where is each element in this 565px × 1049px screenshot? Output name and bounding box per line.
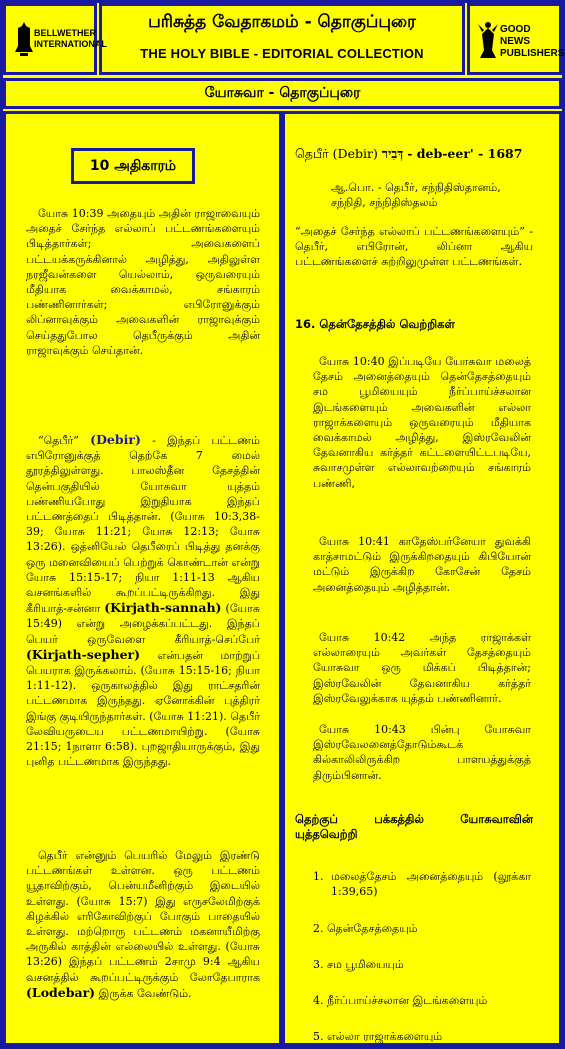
list-number: 1. [313, 870, 324, 883]
title-box [99, 3, 465, 75]
verse-10-42: யோசு 10:42 அந்த ராஜாக்கள் எல்லாரையும் அவர்கள் தேசத்தையும் யோசுவா ஒரு மிக்கப் பிடித்தான்; இஸ்ரவேலின் தேவனாகிய கர்த்தர் இஸ்ரவேலுக்காக யுத்தம் பண்ணினார். [313, 631, 531, 705]
chapter-heading: 10 அதிகாரம் [71, 148, 195, 184]
list-number: 5. [313, 1030, 324, 1043]
header [0, 0, 565, 78]
verse-10-41: யோசு 10:41 காதேஸ்பர்னேயா துவக்கி காத்சாமட்டும் இருக்கிறதையும் கிபியோன் மட்டும் இருக்கிற கோசேன் தேசம் அனைத்தையும் அழித்தான். [313, 535, 531, 594]
debir-text-2: (யோசு 15:49) என்று அழைக்கப்பட்டது. இந்தப் பெயர் ஒருவேளை கீரியாத்-செப்பேர் [26, 602, 261, 646]
lodebar: (Lodebar) [26, 984, 96, 1000]
list-item [313, 921, 417, 936]
page-subtitle: யோசுவா - தொகுப்புரை [3, 78, 562, 109]
debir-note [26, 432, 260, 769]
cities-note: “அதைச் சேர்ந்த எல்லாப் பட்டணங்களையும்” - தெபீர், எபிரோன், லிப்னா ஆகிய பட்டணங்களைச் சுற்றிலுமுள்ள பட்டணங்கள். [295, 225, 533, 269]
list-item [313, 993, 487, 1008]
list-text: சம பூமியையும் [327, 958, 404, 971]
debir-word-entry [295, 146, 527, 161]
debir-pronunciation: - deb-eer' - 1687 [407, 146, 523, 161]
verse-10-39: யோசு 10:39 அதையும் அதின் ராஜாவையும் அதைச் சேர்ந்த எல்லாப் பட்டணங்களையும் பிடித்தார்கள்; அவைகளைப் பட்டயக்கருக்கினால் அழித்து, அதிலுள்ள நரஜீவன்களை யெல்லாம், ஒருவரையும் மீதியாக வைக்காமல், சங்காரம் பண்ணினார்கள்; எபிரோனுக்கும் லிப்னாவுக்கும் அவைகளின் ராஜாவுக்கும் செய்ததுபோல தெபீருக்கும் அதின் ராஜாவுக்கும் செய்தான். [26, 207, 260, 357]
title-english: THE HOLY BIBLE - EDITORIAL COLLECTION [140, 46, 424, 61]
kirjath-sannah: (Kirjath-sannah) [104, 600, 222, 616]
list-number: 2. [313, 922, 324, 935]
angel-icon [478, 20, 498, 60]
right-column [282, 111, 562, 1046]
other-debir-text-2: இருக்க வேண்டும். [98, 986, 192, 1000]
debir-text-3: என்பதன் மாற்றுப் பெயராக இருக்கலாம். (யோசு 15:15-16; நியா 1:11-12). ஒருகாலத்தில் இது ராட்சதரின் பட்டணமாக இருந்தது. ஏனோக்கின் புத்திரர் இங்கு குடியிருந்தார்கள். (யோசு 11:21). தெபீர் லேவியருடைய பட்டணமாயிற்று. (யோசு 21:15; 1நாளா 6:58). புறஜாதியாருக்கும், இது புனித பட்டணமாக இருந்தது. [26, 648, 261, 769]
verse-10-43: யோசு 10:43 பின்பு யோசுவா இஸ்ரவேலனைத்தோடும்கூடக் கில்காலிலிருக்கிற பாளயத்துக்குத் திரும்பினான். [313, 723, 531, 782]
list-item [313, 869, 531, 898]
debir-english: (Debir) [90, 432, 141, 447]
other-debir-text-1: தெபீர் என்னும் பெயரில் மேலும் இரண்டு பட்டணங்கள் உள்ளன. ஒரு பட்டணம் யூதாவிற்கும், பென்யமீனிற்கும் இடையில் உள்ளது. (யோசு 15:7) இது எருசலேமிற்குக் கிழக்கில் எரிகோவிற்குப் போகும் பாதையில் உள்ளது. மற்றொரு பட்டணம் மகனாயீமிற்கு அருகில் காத்தின் எல்லையில் உள்ளது. (யோசு 13:26) இந்தப் பட்டணம் 2சாமு 9:4 ஆகிய வசனத்தில் கூறப்பட்டிருக்கும் லோதேபாராக [26, 849, 260, 984]
list-text: மலைத்தேசம் அனைத்தையும் (லூக்கா 1:39,65) [331, 870, 531, 898]
list-item [313, 957, 404, 972]
list-item [313, 1029, 442, 1044]
right-logo-text: GOOD NEWS PUBLISHERS [500, 24, 565, 59]
bellwether-logo [3, 3, 107, 75]
list-text: நீர்ப்பாய்ச்சலான இடங்களையும் [327, 994, 488, 1007]
bell-icon [14, 20, 34, 60]
section-16-heading: 16. தென்தேசத்தில் வெற்றிகள் [295, 317, 455, 331]
left-logo-text: BELLWETHER INTERNATIONAL [34, 28, 107, 49]
kirjath-sepher: (Kirjath-sepher) [26, 646, 141, 662]
list-text: தென்தேசத்தையும் [327, 922, 418, 935]
list-number: 4. [313, 994, 324, 1007]
list-text: எல்லா ராஜாக்களையும் [327, 1030, 443, 1043]
list-number: 3. [313, 958, 324, 971]
south-victory-heading: தெற்குப் பக்கத்தில் யோசுவாவின் யுத்தவெற்றி [295, 812, 533, 842]
debir-text-1: - இந்தப் பட்டணம் எபிரோனுக்குத் தெற்கே 7 மைல் தூரத்திலுள்ளது. பாலஸ்தீன தேசத்தின் தென்பகுதியில் யோசுவா யுத்தம் பண்ணியபோது இறுதியாக இந்தப் பட்டணத்தைப் பிடித்தான். (யோசு 10:3,38-39; யோசு 11:21; யோசு 12:13; யோசு 13:26). ஒத்னியேல் தெபீரைப் பிடித்து தனக்கு ஒரு மனைவியைப் பெற்றுக் கொண்டான் என்று யோசு 15:15-17; நியா 1:11-13 ஆகிய வசனங்களில் கூறப்பட்டிருக்கிறது. இது கீரியாத்-சன்னா [26, 434, 261, 616]
debir-quote: “தெபீர்” [38, 434, 79, 447]
title-tamil: பரிசுத்த வேதாகமம் - தொகுப்புரை [148, 12, 416, 32]
other-debir-note [26, 848, 260, 1001]
debir-hebrew: דְּבִיר [381, 146, 404, 161]
verse-10-40: யோசு 10:40 இப்படியே யோசுவா மலைத் தேசம் அனைத்தையும் தென்தேசத்தையும் சம பூமியையும் நீர்ப்பாய்ச்சலான இடங்களையும் அவைகளின் எல்லா ராஜாக்களையும் ஒருவரையும் மீதியாக வைக்காமல் அழித்து, இஸ்ரவேலின் தேவனாகிய கர்த்தர் கட்டளையிட்டபடியே, சுவாசமுள்ள எல்லாவற்றையும் சங்காரம் பண்ணி, [313, 355, 531, 490]
debir-word: தெபீர் (Debir) [295, 146, 378, 161]
word-meaning: ஆ.பொ. - தெபீர், சந்நிதிஸ்தானம், சந்நிதி, சந்நிதிஸ்தலம் [331, 181, 501, 210]
left-column [3, 111, 282, 1046]
good-news-logo [467, 3, 565, 75]
